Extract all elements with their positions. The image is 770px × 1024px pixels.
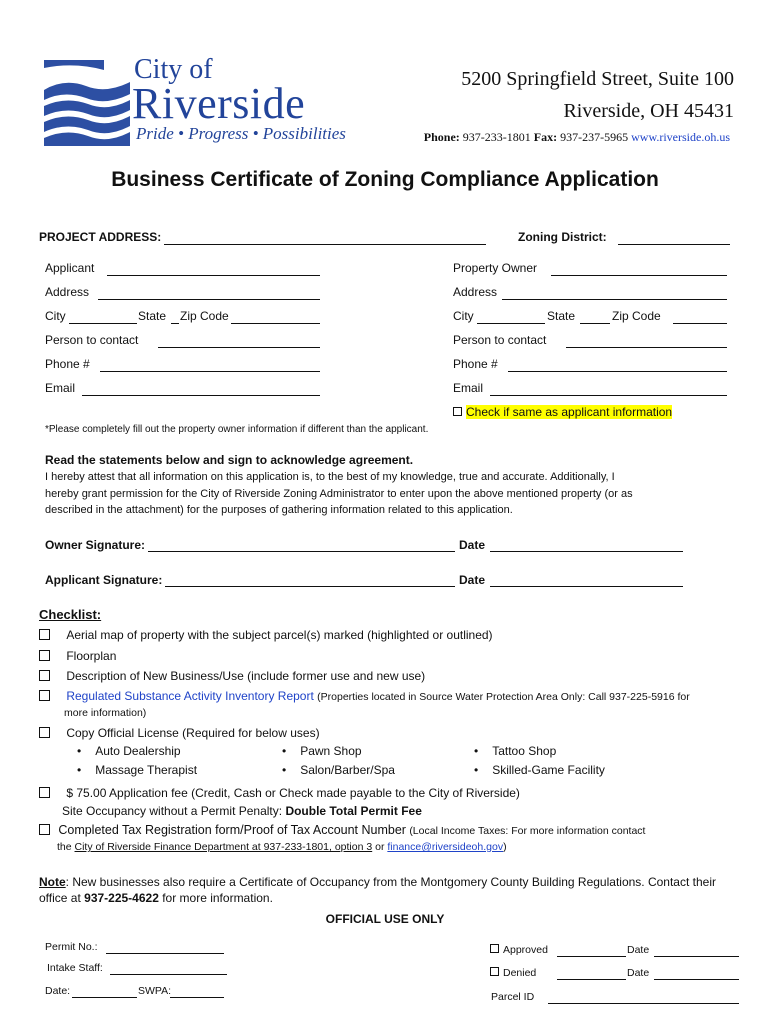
owner-date-label: Date: [459, 538, 486, 552]
fax-value: 937-237-5965: [560, 130, 629, 144]
applicant-city-field[interactable]: [69, 323, 137, 324]
checklist-item-label: $ 75.00 Application fee (Credit, Cash or Check made payable to the City of Riverside): [66, 786, 520, 800]
checklist-item-label: Floorplan: [66, 649, 117, 663]
note-line2: office at 937-225-4622 for more information.: [39, 891, 273, 905]
owner-state-field[interactable]: [580, 323, 610, 324]
applicant-email-field[interactable]: [82, 395, 320, 396]
penalty-label: Site Occupancy without a Permit Penalty:: [62, 804, 286, 818]
applicant-phone-label: Phone #: [45, 357, 90, 371]
header-street: 5200 Springfield Street, Suite 100: [461, 68, 734, 90]
permit-no-label: Permit No.:: [45, 941, 98, 953]
owner-state-label: State: [547, 309, 576, 323]
tax-contact-line: the City of Riverside Finance Department at 937-233-1801, option 3 or finance@riversideoh.gov): [57, 841, 507, 853]
owner-signature-label: Owner Signature:: [45, 538, 146, 552]
penalty-value: Double Total Permit Fee: [285, 804, 422, 818]
applicant-state-field[interactable]: [171, 323, 179, 324]
phone-value: 937-233-1801: [462, 130, 531, 144]
permit-no-field[interactable]: [106, 953, 224, 954]
checklist-item-fee[interactable]: [39, 786, 520, 800]
owner-email-label: Email: [453, 381, 484, 395]
header-contact: [424, 130, 730, 145]
applicant-zip-label: Zip Code: [180, 309, 229, 323]
swpa-label: SWPA:: [138, 985, 172, 997]
checkbox-icon[interactable]: [39, 727, 50, 738]
checklist-item-tax[interactable]: [39, 823, 645, 837]
checklist-item-label: Aerial map of property with the subject parcel(s) marked (highlighted or outlined): [66, 628, 493, 642]
checkbox-icon[interactable]: [39, 670, 50, 681]
applicant-date-field[interactable]: [490, 586, 683, 587]
checklist-item-floorplan[interactable]: [39, 649, 116, 663]
finance-dept-link[interactable]: City of Riverside Finance Department at 937-233-1801, option 3: [74, 841, 373, 853]
official-use-heading: OFFICIAL USE ONLY: [325, 912, 445, 926]
checklist-item-label: Copy Official License (Required for below uses): [66, 726, 320, 740]
checkbox-icon[interactable]: [39, 690, 50, 701]
logo-tagline: Pride • Progress • Possibilities: [136, 124, 346, 143]
license-pawn-shop: • Pawn Shop: [282, 744, 362, 758]
owner-signature-field[interactable]: [148, 551, 455, 552]
checklist-item-note-cont: more information): [64, 707, 147, 719]
owner-person-field[interactable]: [566, 347, 727, 348]
owner-person-label: Person to contact: [453, 333, 547, 347]
license-skilled-game: • Skilled-Game Facility: [474, 763, 605, 777]
statement-line3: described in the attachment) for the purposes of gathering information related to this application.: [45, 504, 513, 516]
applicant-person-label: Person to contact: [45, 333, 139, 347]
parcel-id-label: Parcel ID: [491, 991, 535, 1003]
owner-zip-field[interactable]: [673, 323, 727, 324]
intake-staff-field[interactable]: [110, 974, 227, 975]
denied-date-field[interactable]: [654, 979, 739, 980]
checkbox-icon[interactable]: [39, 650, 50, 661]
swpa-field[interactable]: [170, 997, 224, 998]
applicant-signature-field[interactable]: [165, 586, 455, 587]
checklist-item-note: (Properties located in Source Water Protection Area Only: Call 937-225-5916 for: [317, 691, 690, 703]
penalty-line: [62, 804, 422, 818]
phone-label: Phone:: [423, 130, 460, 144]
project-address-label: PROJECT ADDRESS:: [39, 230, 162, 244]
denied-date-label: Date: [627, 967, 650, 979]
logo-line1: City of: [134, 54, 213, 85]
checklist-item-license[interactable]: [39, 726, 320, 740]
checklist-heading: Checklist:: [39, 607, 102, 622]
checkbox-icon[interactable]: [490, 944, 499, 953]
license-salon-barber-spa: • Salon/Barber/Spa: [282, 763, 395, 777]
project-address-field[interactable]: [164, 244, 486, 245]
license-massage-therapist: • Massage Therapist: [77, 763, 197, 777]
checkbox-icon[interactable]: [453, 407, 462, 416]
page-title: Business Certificate of Zoning Compliance Application: [111, 168, 659, 191]
owner-address-label: Address: [453, 285, 498, 299]
checklist-item-label: Description of New Business/Use (include former use and new use): [66, 669, 426, 683]
statement-line2: hereby grant permission for the City of Riverside Zoning Administrator to enter upon the above mentioned property (or as: [45, 488, 633, 500]
checkbox-icon[interactable]: [39, 824, 50, 835]
note-phone: 937-225-4622: [84, 891, 159, 905]
header-city: Riverside, OH 45431: [563, 100, 734, 122]
owner-date-field[interactable]: [490, 551, 683, 552]
applicant-date-label: Date: [459, 573, 486, 587]
fill-note: *Please completely fill out the property owner information if different than the applicant.: [45, 424, 429, 435]
note-label: Note: [39, 875, 66, 889]
official-date-label: Date:: [45, 985, 71, 997]
denied-checkbox[interactable]: Denied: [490, 967, 536, 979]
approved-by-field[interactable]: [557, 956, 626, 957]
owner-field[interactable]: [551, 275, 727, 276]
substance-report-link[interactable]: Regulated Substance Activity Inventory Report: [66, 689, 314, 703]
statement-line1: I hereby attest that all information on this application is, to the best of my knowledge, true and accurate. Additionally, I: [45, 471, 615, 483]
checklist-item-substance-report[interactable]: [39, 689, 690, 703]
approved-date-field[interactable]: [654, 956, 739, 957]
zoning-district-label: Zoning District:: [518, 230, 607, 244]
fax-label: Fax:: [533, 130, 558, 144]
official-date-field[interactable]: [72, 997, 137, 998]
checklist-item-label: Completed Tax Registration form/Proof of Tax Account Number: [58, 823, 406, 837]
applicant-signature-label: Applicant Signature:: [45, 573, 163, 587]
applicant-email-label: Email: [45, 381, 76, 395]
applicant-phone-field[interactable]: [100, 371, 320, 372]
parcel-id-field[interactable]: [548, 1003, 739, 1004]
owner-email-field[interactable]: [490, 395, 727, 396]
owner-address-field[interactable]: [502, 299, 727, 300]
note-line1: Note: New businesses also require a Certificate of Occupancy from the Montgomery County Building Regulations. Contact their: [39, 875, 716, 889]
checkbox-icon[interactable]: [490, 967, 499, 976]
city-logo: [44, 54, 346, 148]
approved-checkbox[interactable]: Approved: [490, 944, 548, 956]
owner-city-field[interactable]: [477, 323, 545, 324]
checklist-item-description[interactable]: [39, 669, 425, 683]
same-as-applicant-label: Check if same as applicant information: [466, 405, 673, 419]
statement-heading: Read the statements below and sign to acknowledge agreement.: [45, 453, 414, 467]
license-auto-dealership: • Auto Dealership: [77, 744, 181, 758]
applicant-state-label: State: [138, 309, 167, 323]
applicant-address-field[interactable]: [98, 299, 320, 300]
applicant-person-field[interactable]: [158, 347, 320, 348]
intake-staff-label: Intake Staff:: [47, 962, 103, 974]
owner-phone-field[interactable]: [508, 371, 727, 372]
owner-label: Property Owner: [453, 261, 538, 275]
approved-date-label: Date: [627, 944, 650, 956]
applicant-field[interactable]: [107, 275, 320, 276]
applicant-label: Applicant: [45, 261, 95, 275]
logo-line2: Riverside: [132, 79, 306, 128]
owner-city-label: City: [453, 309, 474, 323]
license-tattoo-shop: • Tattoo Shop: [474, 744, 556, 758]
owner-zip-label: Zip Code: [612, 309, 661, 323]
checklist-item-aerial-map[interactable]: [39, 628, 493, 642]
denied-by-field[interactable]: [557, 979, 626, 980]
website-link[interactable]: www.riverside.oh.us: [631, 130, 730, 144]
zoning-district-field[interactable]: [618, 244, 730, 245]
checkbox-icon[interactable]: [39, 787, 50, 798]
applicant-city-label: City: [45, 309, 66, 323]
wave-logo-icon: [44, 60, 134, 148]
owner-phone-label: Phone #: [453, 357, 498, 371]
checkbox-icon[interactable]: [39, 629, 50, 640]
same-as-applicant-checkbox[interactable]: [453, 405, 672, 419]
applicant-zip-field[interactable]: [231, 323, 320, 324]
checklist-item-note: (Local Income Taxes: For more information contact: [409, 825, 646, 837]
finance-email-link[interactable]: finance@riversideoh.gov: [387, 841, 504, 853]
applicant-address-label: Address: [45, 285, 90, 299]
